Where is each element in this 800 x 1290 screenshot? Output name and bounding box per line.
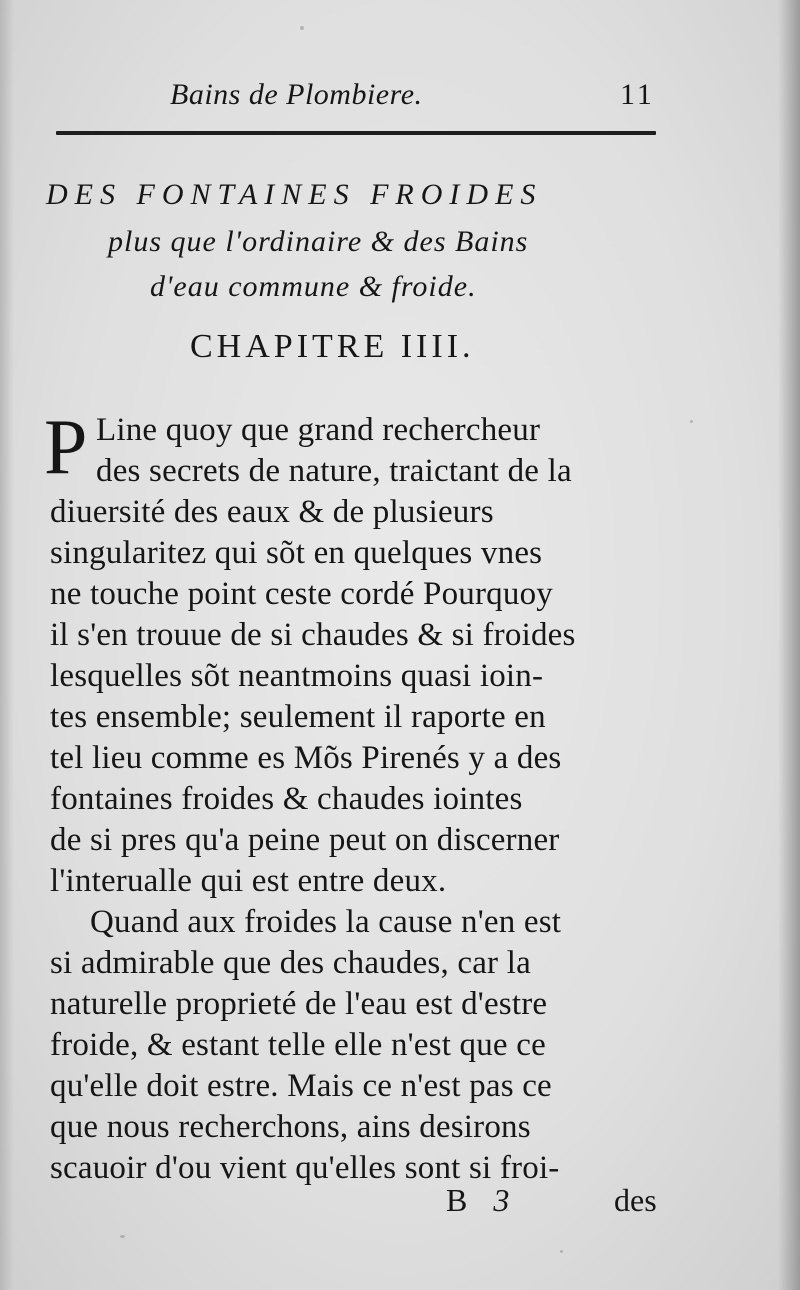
paper-speck [300,26,304,30]
text-line: singularitez qui sõt en quelques vnes [50,535,543,571]
paper-speck [690,420,693,423]
page-shadow-right [778,0,800,1290]
text-line: de si pres qu'a peine peut on discerner [50,822,560,858]
section-title-line-3: d'eau commune & froide. [150,270,477,303]
text-line: diuersité des eaux & de plusieurs [50,494,494,530]
page-number: 11 [620,78,655,111]
header-rule [56,131,656,135]
section-title-line-2: plus que l'ordinaire & des Bains [108,225,529,258]
text-line: naturelle proprieté de l'eau est d'estre [50,986,548,1022]
text-line: des secrets de nature, traictant de la [96,453,572,489]
running-head: Bains de Plombiere. [170,78,423,111]
text-line: si admirable que des chaudes, car la [50,945,531,981]
text-line: tel lieu comme es Mõs Pirenés y a des [50,740,562,776]
text-line: que nous recherchons, ains desirons [50,1109,531,1145]
paper-speck [560,1250,563,1253]
text-line: scauoir d'ou vient qu'elles sont si froi- [50,1150,560,1186]
text-line: qu'elle doit estre. Mais ce n'est pas ce [50,1068,552,1104]
signature-number: 3 [493,1182,510,1218]
text-line: tes ensemble; seulement il raporte en [50,699,546,735]
signature-letter: B [446,1182,468,1218]
chapter-heading: CHAPITRE IIII. [190,328,475,365]
catchword: des [614,1182,657,1218]
text-line: l'interualle qui est entre deux. [50,863,447,899]
text-line: froide, & estant telle elle n'est que ce [50,1027,546,1063]
section-title-line-1: DES FONTAINES FROIDES [46,178,543,211]
text-line: lesquelles sõt neantmoins quasi ioin- [50,658,544,694]
text-line: fontaines froides & chaudes iointes [50,781,523,817]
paper-speck [120,1235,125,1238]
page-shadow-left [0,0,14,1290]
text-line: Line quoy que grand rechercheur [96,412,541,448]
text-line: Quand aux froides la cause n'en est [90,904,562,940]
signature-mark [446,1182,509,1219]
text-line: il s'en trouue de si chaudes & si froides [50,617,576,653]
text-line: ne touche point ceste cordé Pourquoy [50,576,553,612]
drop-cap: P [44,403,88,490]
